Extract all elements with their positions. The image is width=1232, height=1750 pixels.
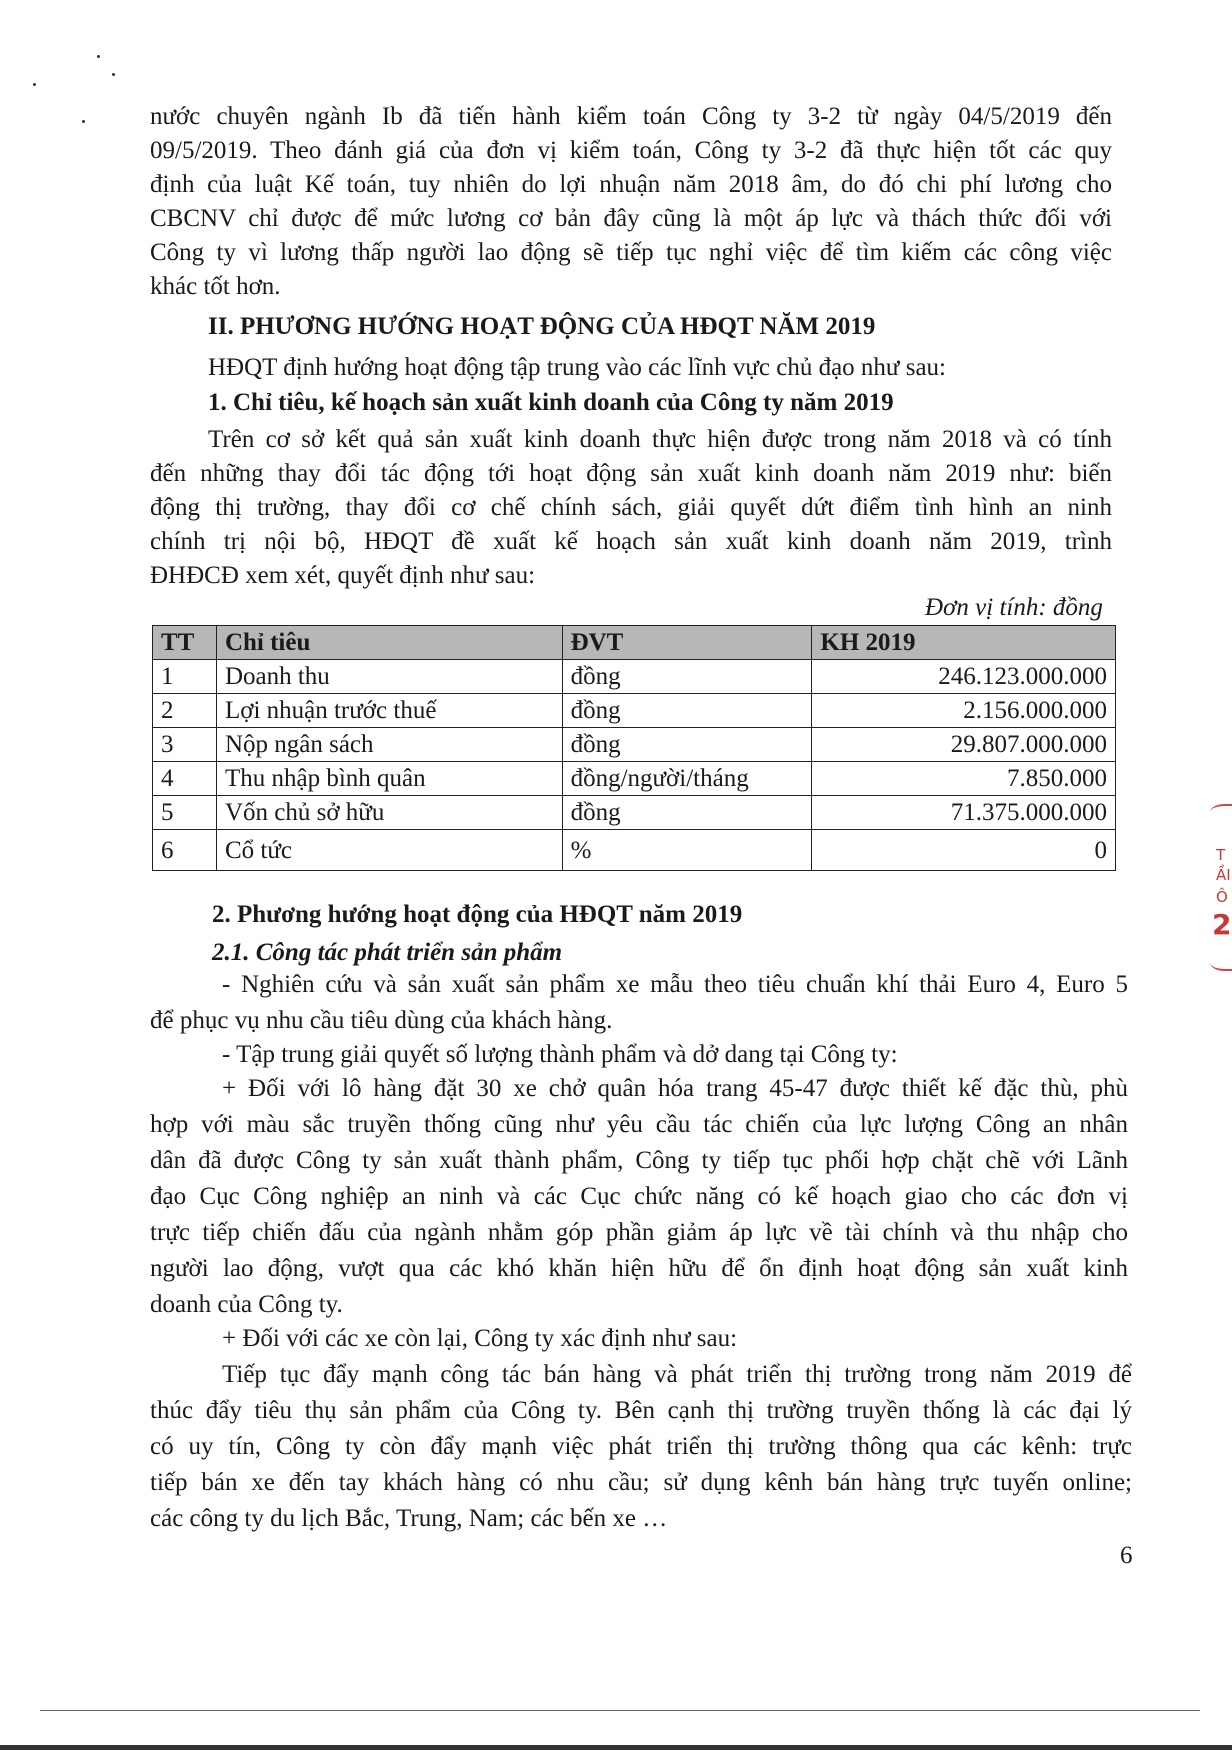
stamp-text: Ô xyxy=(1216,888,1228,906)
cell-indicator: Cổ tức xyxy=(216,830,562,871)
paragraph-line: chính trị nội bộ, HĐQT đề xuất kế hoạch sản xuất kinh doanh năm 2019, trình xyxy=(150,528,1112,555)
page-number: 6 xyxy=(1120,1542,1133,1569)
cell-value: 0 xyxy=(812,830,1116,871)
intro-line: khác tốt hơn. xyxy=(150,273,281,300)
cell-indicator: Lợi nhuận trước thuế xyxy=(216,694,562,728)
paragraph-line: - Nghiên cứu và sản xuất sản phẩm xe mẫu theo tiêu chuẩn khí thải Euro 4, Euro 5 xyxy=(222,971,1128,998)
intro-line: nước chuyên ngành Ib đã tiến hành kiểm toán Công ty 3-2 từ ngày 04/5/2019 đến xyxy=(150,103,1112,130)
cell-value: 71.375.000.000 xyxy=(812,796,1116,830)
paragraph-line: đạo Cục Công nghiệp an ninh và các Cục chức năng có kế hoạch giao cho các đơn vị xyxy=(150,1183,1128,1210)
paragraph-line: Tiếp tục đẩy mạnh công tác bán hàng và phát triển thị trường trong năm 2019 để xyxy=(222,1361,1132,1388)
unit-note: Đơn vị tính: đồng xyxy=(925,594,1103,621)
intro-line: Công ty vì lương thấp người lao động sẽ tiếp tục nghỉ việc để tìm kiếm các công việc xyxy=(150,239,1112,266)
cell-unit: đồng xyxy=(562,728,812,762)
cell-unit: đồng xyxy=(562,660,812,694)
cell-tt: 1 xyxy=(153,660,217,694)
cell-unit: % xyxy=(562,830,812,871)
cell-tt: 6 xyxy=(153,830,217,871)
subsection-heading-2-1: 2.1. Công tác phát triển sản phẩm xyxy=(212,939,563,966)
table-row xyxy=(153,830,1116,871)
paragraph-line: dân đã được Công ty sản xuất thành phẩm, Công ty tiếp tục phối hợp chặt chẽ với Lãnh xyxy=(150,1147,1128,1174)
cell-value: 7.850.000 xyxy=(812,762,1116,796)
cell-indicator: Doanh thu xyxy=(216,660,562,694)
cell-tt: 3 xyxy=(153,728,217,762)
subsection-heading: 2. Phương hướng hoạt động của HĐQT năm 2019 xyxy=(212,901,743,928)
cell-unit: đồng xyxy=(562,796,812,830)
cell-indicator: Thu nhập bình quân xyxy=(216,762,562,796)
header-indicator: Chỉ tiêu xyxy=(216,626,562,660)
paragraph-line: động thị trường, thay đổi cơ chế chính sách, giải quyết dứt điểm tình hình an ninh xyxy=(150,494,1112,521)
intro-line: CBCNV chỉ được để mức lương cơ bản đây cũng là một áp lực và thách thức đối với xyxy=(150,205,1112,232)
header-unit: ĐVT xyxy=(562,626,812,660)
paragraph-line: hợp với màu sắc truyền thống cũng như yêu cầu tác chiến của lực lượng Công an nhân xyxy=(150,1111,1128,1138)
scan-speck xyxy=(112,73,115,76)
table-row xyxy=(153,728,1116,762)
paragraph-line: đến những thay đổi tác động tới hoạt động sản xuất kinh doanh năm 2019 như: biến xyxy=(150,460,1112,487)
stamp-arc xyxy=(1210,804,1232,820)
table-row xyxy=(153,660,1116,694)
cell-unit: đồng/người/tháng xyxy=(562,762,812,796)
cell-value: 2.156.000.000 xyxy=(812,694,1116,728)
paragraph-line: Trên cơ sở kết quả sản xuất kinh doanh thực hiện được trong năm 2018 và có tính xyxy=(208,426,1112,453)
scan-bottom-edge xyxy=(0,1745,1232,1750)
scan-speck xyxy=(82,120,85,123)
stamp-arc xyxy=(1210,955,1232,971)
paragraph-line: + Đối với lô hàng đặt 30 xe chở quân hóa trang 45-47 được thiết kế đặc thù, phù xyxy=(222,1075,1128,1102)
stamp-text: ẦI xyxy=(1216,866,1231,884)
table-row xyxy=(153,694,1116,728)
table-row xyxy=(153,796,1116,830)
intro-line: định của luật Kế toán, tuy nhiên do lợi nhuận năm 2018 âm, do đó chi phí lương cho xyxy=(150,171,1112,198)
paragraph-line: tiếp bán xe đến tay khách hàng có nhu cầu; sử dụng kênh bán hàng trực tuyến online; xyxy=(150,1469,1132,1496)
table-row xyxy=(153,762,1116,796)
cell-tt: 4 xyxy=(153,762,217,796)
stamp-text: T xyxy=(1216,846,1226,864)
red-stamp-fragment xyxy=(1208,790,1232,990)
cell-tt: 2 xyxy=(153,694,217,728)
header-tt: TT xyxy=(153,626,217,660)
paragraph-line: + Đối với các xe còn lại, Công ty xác định như sau: xyxy=(222,1325,738,1352)
cell-value: 29.807.000.000 xyxy=(812,728,1116,762)
stamp-text: 2 xyxy=(1212,908,1232,941)
section-heading: II. PHƯƠNG HƯỚNG HOẠT ĐỘNG CỦA HĐQT NĂM 2019 xyxy=(208,313,876,340)
paragraph-line: người lao động, vượt qua các khó khăn hiện hữu để ổn định hoạt động sản xuất kinh xyxy=(150,1255,1128,1282)
intro-line: 09/5/2019. Theo đánh giá của đơn vị kiểm toán, Công ty 3-2 đã thực hiện tốt các quy xyxy=(150,137,1112,164)
table-header-row xyxy=(153,626,1116,660)
scan-speck xyxy=(33,83,36,86)
cell-tt: 5 xyxy=(153,796,217,830)
paragraph-line: để phục vụ nhu cầu tiêu dùng của khách hàng. xyxy=(150,1007,613,1034)
cell-value: 246.123.000.000 xyxy=(812,660,1116,694)
subsection-heading: 1. Chỉ tiêu, kế hoạch sản xuất kinh doanh của Công ty năm 2019 xyxy=(208,389,894,416)
header-plan-2019: KH 2019 xyxy=(812,626,1116,660)
business-plan-table xyxy=(152,625,1116,871)
section-intro: HĐQT định hướng hoạt động tập trung vào các lĩnh vực chủ đạo như sau: xyxy=(208,354,946,381)
paragraph-line: ĐHĐCĐ xem xét, quyết định như sau: xyxy=(150,562,536,589)
scan-speck xyxy=(97,55,100,58)
paragraph-line: doanh của Công ty. xyxy=(150,1291,343,1318)
paragraph-line: có uy tín, Công ty còn đẩy mạnh việc phát triển thị trường thông qua các kênh: trực xyxy=(150,1433,1132,1460)
scan-edge-line xyxy=(40,1710,1200,1711)
cell-indicator: Vốn chủ sở hữu xyxy=(216,796,562,830)
paragraph-line: - Tập trung giải quyết số lượng thành phẩm và dở dang tại Công ty: xyxy=(222,1041,898,1068)
cell-unit: đồng xyxy=(562,694,812,728)
cell-indicator: Nộp ngân sách xyxy=(216,728,562,762)
paragraph-line: thúc đẩy tiêu thụ sản phẩm của Công ty. Bên cạnh thị trường truyền thống là các đại lý xyxy=(150,1397,1132,1424)
paragraph-line: các công ty du lịch Bắc, Trung, Nam; các bến xe … xyxy=(150,1505,668,1532)
paragraph-line: trực tiếp chiến đấu của ngành nhằm góp phần giảm áp lực về tài chính và thu nhập cho xyxy=(150,1219,1128,1246)
